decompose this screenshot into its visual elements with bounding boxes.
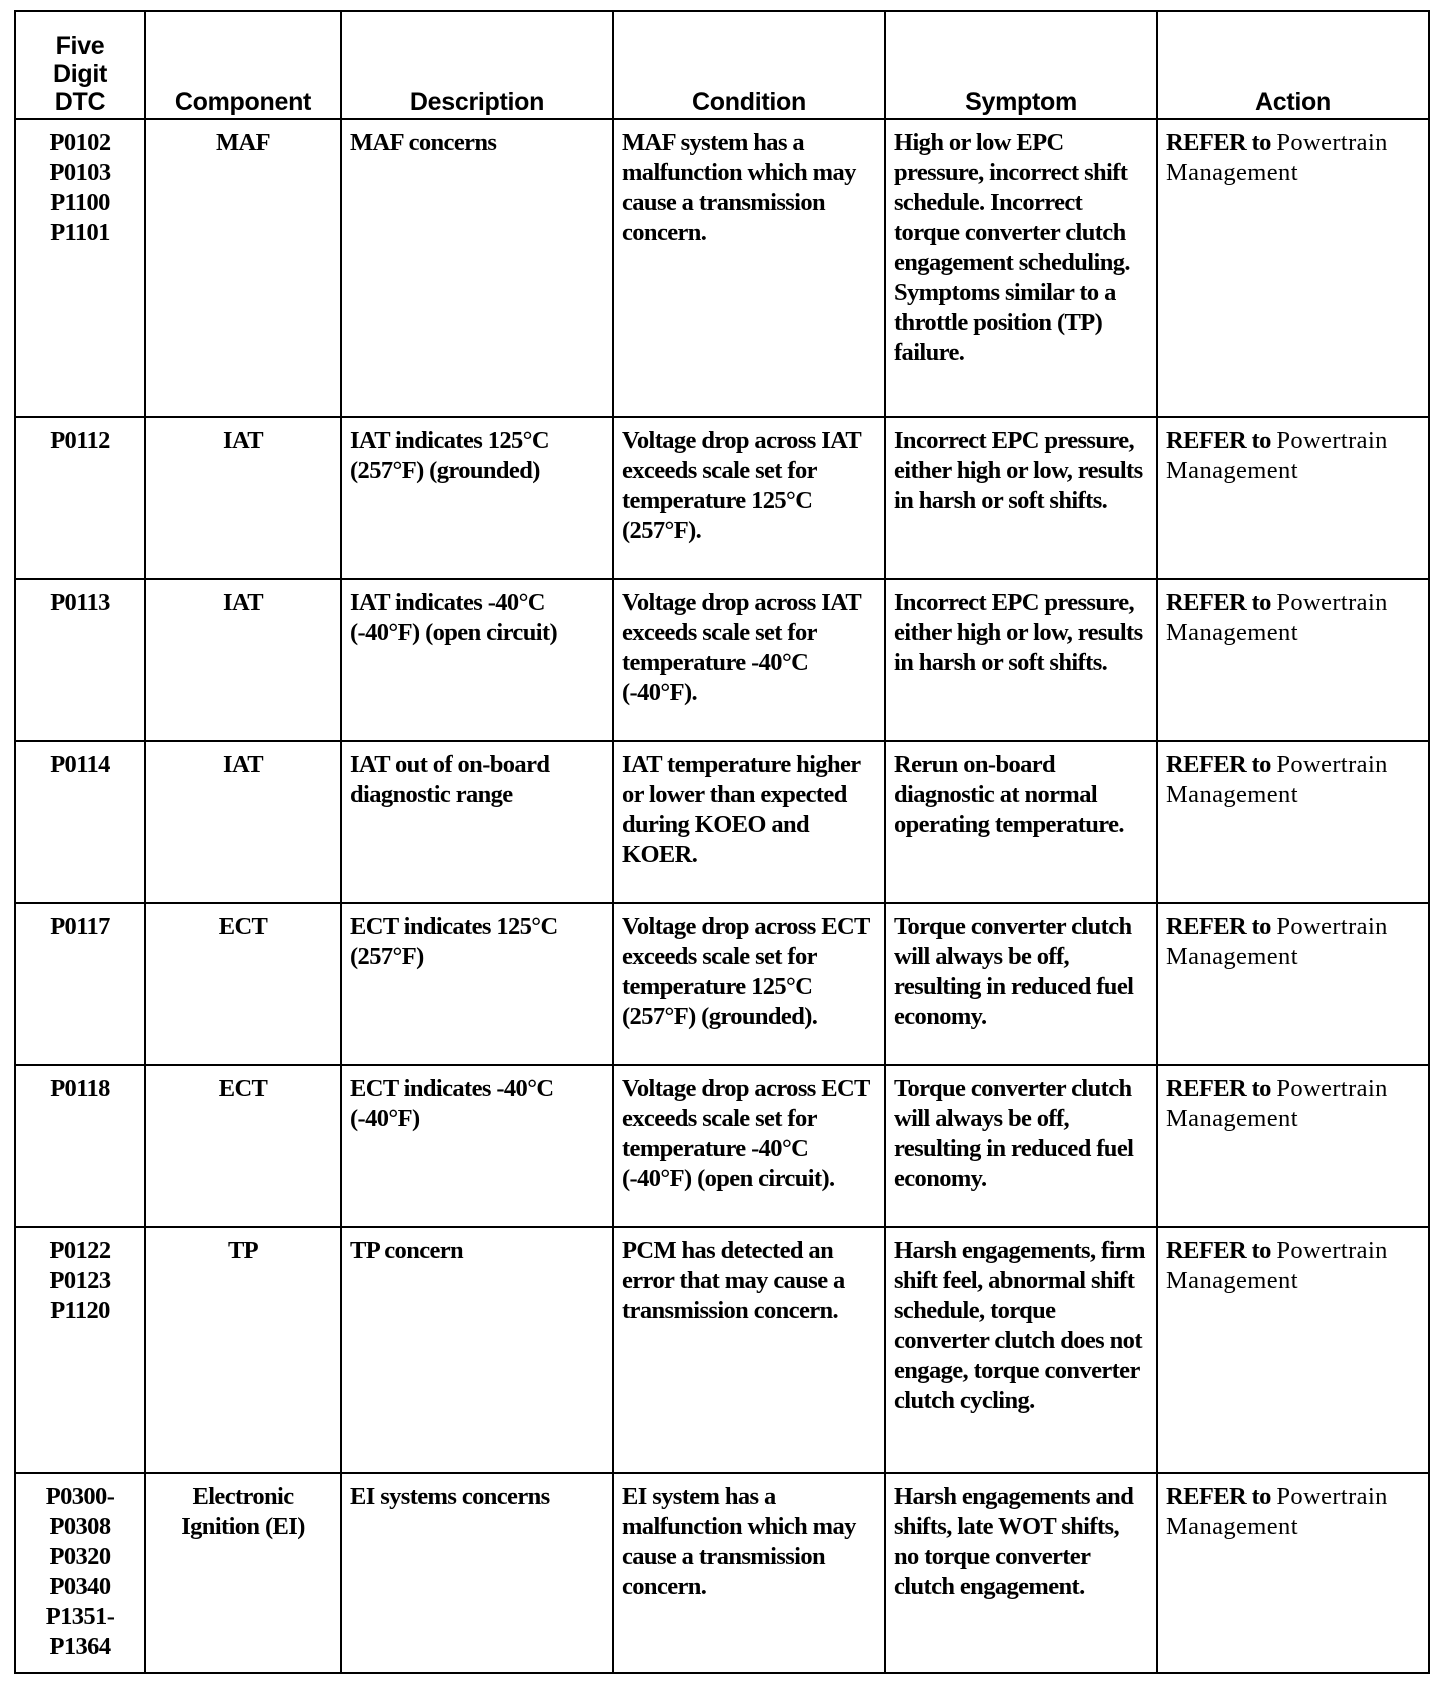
dtc-code: P1364 bbox=[49, 1633, 111, 1660]
action-target: Powertrain Management bbox=[1166, 913, 1388, 970]
action-cell bbox=[1157, 903, 1429, 1065]
symptom-cell: Torque converter clutch will always be off, resulting in reduced fuel economy. bbox=[885, 903, 1157, 1065]
description-cell: IAT indicates 125°C (257°F) (grounded) bbox=[341, 417, 613, 579]
action-cell bbox=[1157, 579, 1429, 741]
header-description: Description bbox=[341, 11, 613, 119]
dtc-code: P1100 bbox=[50, 189, 110, 216]
condition-cell: Voltage drop across IAT exceeds scale set for temperature -40°C (-40°F). bbox=[613, 579, 885, 741]
header-dtc bbox=[15, 11, 145, 119]
header-dtc-line-3: DTC bbox=[54, 88, 106, 116]
condition-cell: Voltage drop across IAT exceeds scale set for temperature 125°C (257°F). bbox=[613, 417, 885, 579]
header-row bbox=[15, 11, 1429, 119]
dtc-code: P0123 bbox=[49, 1267, 111, 1294]
symptom-cell: Incorrect EPC pressure, either high or low, results in harsh or soft shifts. bbox=[885, 417, 1157, 579]
action-refer: REFER to bbox=[1166, 1483, 1271, 1510]
dtc-codes-cell bbox=[15, 741, 145, 903]
symptom-cell: Rerun on-board diagnostic at normal operating temperature. bbox=[885, 741, 1157, 903]
table-row bbox=[15, 579, 1429, 741]
dtc-codes-cell bbox=[15, 119, 145, 417]
dtc-table-page bbox=[14, 10, 1428, 1674]
symptom-cell: Incorrect EPC pressure, either high or low, results in harsh or soft shifts. bbox=[885, 579, 1157, 741]
dtc-code: P0103 bbox=[49, 159, 111, 186]
description-cell: ECT indicates 125°C (257°F) bbox=[341, 903, 613, 1065]
table-row bbox=[15, 903, 1429, 1065]
description-cell: ECT indicates -40°C (-40°F) bbox=[341, 1065, 613, 1227]
action-cell bbox=[1157, 417, 1429, 579]
dtc-code: P1351- bbox=[45, 1603, 115, 1630]
condition-cell: PCM has detected an error that may cause a transmission concern. bbox=[613, 1227, 885, 1473]
dtc-code: P1101 bbox=[50, 219, 110, 246]
condition-cell: Voltage drop across ECT exceeds scale set for temperature -40°C (-40°F) (open circuit). bbox=[613, 1065, 885, 1227]
action-target: Powertrain Management bbox=[1166, 1483, 1388, 1540]
dtc-code: P0114 bbox=[50, 751, 110, 778]
table-row bbox=[15, 741, 1429, 903]
dtc-code: P0308 bbox=[49, 1513, 111, 1540]
dtc-code: P0113 bbox=[50, 589, 110, 616]
dtc-code: P0112 bbox=[50, 427, 110, 454]
condition-cell: Voltage drop across ECT exceeds scale set for temperature 125°C (257°F) (grounded). bbox=[613, 903, 885, 1065]
component-cell: TP bbox=[145, 1227, 341, 1473]
component-cell: ECT bbox=[145, 903, 341, 1065]
condition-cell: MAF system has a malfunction which may cause a transmission concern. bbox=[613, 119, 885, 417]
component-cell: IAT bbox=[145, 579, 341, 741]
action-target: Powertrain Management bbox=[1166, 1075, 1388, 1132]
description-cell: IAT indicates -40°C (-40°F) (open circuit) bbox=[341, 579, 613, 741]
action-target: Powertrain Management bbox=[1166, 589, 1388, 646]
action-refer: REFER to bbox=[1166, 1075, 1271, 1102]
symptom-cell: Torque converter clutch will always be off, resulting in reduced fuel economy. bbox=[885, 1065, 1157, 1227]
dtc-codes-cell bbox=[15, 1065, 145, 1227]
description-cell: IAT out of on-board diagnostic range bbox=[341, 741, 613, 903]
header-dtc-line-1: Five bbox=[55, 32, 105, 60]
description-cell: EI systems concerns bbox=[341, 1473, 613, 1673]
action-cell bbox=[1157, 1473, 1429, 1673]
symptom-cell: High or low EPC pressure, incorrect shift schedule. Incorrect torque converter clutch engagement scheduling. Symptoms similar to a throttle position (TP) failure. bbox=[885, 119, 1157, 417]
symptom-cell: Harsh engagements and shifts, late WOT shifts, no torque converter clutch engagement. bbox=[885, 1473, 1157, 1673]
header-action: Action bbox=[1157, 11, 1429, 119]
component-cell: Electronic Ignition (EI) bbox=[145, 1473, 341, 1673]
dtc-code: P0117 bbox=[50, 913, 110, 940]
action-cell bbox=[1157, 119, 1429, 417]
description-cell: MAF concerns bbox=[341, 119, 613, 417]
component-cell: ECT bbox=[145, 1065, 341, 1227]
action-refer: REFER to bbox=[1166, 589, 1271, 616]
table-row bbox=[15, 119, 1429, 417]
action-refer: REFER to bbox=[1166, 427, 1271, 454]
action-target: Powertrain Management bbox=[1166, 751, 1388, 808]
component-cell: IAT bbox=[145, 741, 341, 903]
dtc-codes-cell bbox=[15, 417, 145, 579]
action-refer: REFER to bbox=[1166, 751, 1271, 778]
action-refer: REFER to bbox=[1166, 1237, 1271, 1264]
dtc-code: P0320 bbox=[49, 1543, 111, 1570]
dtc-codes-cell bbox=[15, 579, 145, 741]
action-refer: REFER to bbox=[1166, 129, 1271, 156]
action-target: Powertrain Management bbox=[1166, 1237, 1388, 1294]
dtc-codes-cell bbox=[15, 1227, 145, 1473]
table-row bbox=[15, 417, 1429, 579]
dtc-table bbox=[14, 10, 1430, 1674]
component-cell: MAF bbox=[145, 119, 341, 417]
table-row bbox=[15, 1227, 1429, 1473]
action-refer: REFER to bbox=[1166, 913, 1271, 940]
header-component: Component bbox=[145, 11, 341, 119]
dtc-code: P1120 bbox=[50, 1297, 110, 1324]
dtc-codes-cell bbox=[15, 903, 145, 1065]
header-dtc-line-2: Digit bbox=[52, 60, 108, 88]
table-row bbox=[15, 1065, 1429, 1227]
action-cell bbox=[1157, 1065, 1429, 1227]
symptom-cell: Harsh engagements, firm shift feel, abnormal shift schedule, torque converter clutch does not engage, torque converter clutch cycling. bbox=[885, 1227, 1157, 1473]
action-target: Powertrain Management bbox=[1166, 129, 1388, 186]
condition-cell: EI system has a malfunction which may cause a transmission concern. bbox=[613, 1473, 885, 1673]
dtc-code: P0340 bbox=[49, 1573, 111, 1600]
table-row bbox=[15, 1473, 1429, 1673]
action-cell bbox=[1157, 741, 1429, 903]
action-target: Powertrain Management bbox=[1166, 427, 1388, 484]
dtc-code: P0118 bbox=[50, 1075, 110, 1102]
dtc-code: P0102 bbox=[49, 129, 111, 156]
condition-cell: IAT temperature higher or lower than expected during KOEO and KOER. bbox=[613, 741, 885, 903]
dtc-codes-cell bbox=[15, 1473, 145, 1673]
description-cell: TP concern bbox=[341, 1227, 613, 1473]
dtc-code: P0122 bbox=[49, 1237, 111, 1264]
action-cell bbox=[1157, 1227, 1429, 1473]
dtc-code: P0300- bbox=[45, 1483, 115, 1510]
component-cell: IAT bbox=[145, 417, 341, 579]
header-symptom: Symptom bbox=[885, 11, 1157, 119]
header-condition: Condition bbox=[613, 11, 885, 119]
